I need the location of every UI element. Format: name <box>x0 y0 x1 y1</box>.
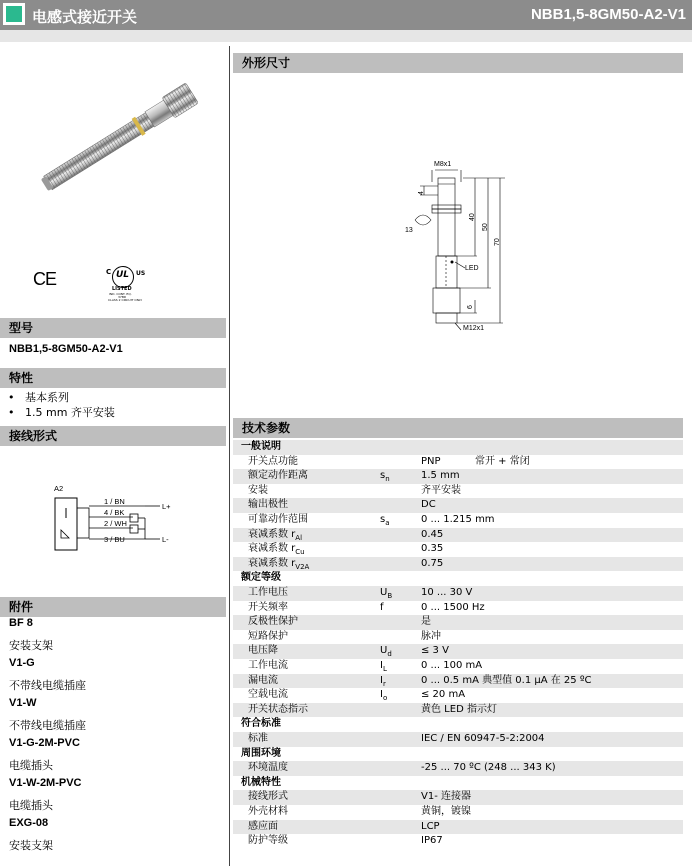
tech-label <box>248 761 288 776</box>
dim-thread: M8x1 <box>434 161 452 168</box>
tech-value: 0 ... 0.5 mA 典型值 0.1 µA 在 25 ºC <box>421 674 592 686</box>
ce-mark: CE <box>33 269 57 289</box>
tech-label-text: 感应面 <box>248 820 278 832</box>
tech-label-text: 输出极性 <box>248 499 288 511</box>
tech-label-text: 工作电压 <box>248 587 288 598</box>
tech-row <box>233 688 683 703</box>
minus-label: L- <box>162 535 169 544</box>
tech-value: IP67 <box>421 835 443 847</box>
dim-led: LED <box>465 265 479 272</box>
tech-label <box>241 717 281 732</box>
tech-row <box>233 703 683 718</box>
dim-conn: M12x1 <box>463 325 485 332</box>
tech-value: LCP <box>421 820 440 832</box>
page-title: 电感式接近开关 <box>32 8 138 26</box>
column-divider <box>229 46 230 866</box>
tech-row <box>233 674 683 689</box>
tech-value: 0 ... 1500 Hz <box>421 601 485 613</box>
tech-label <box>248 674 278 689</box>
dim-40: 40 <box>469 213 476 221</box>
tech-symbol-sub: n <box>385 475 390 484</box>
tech-value: 黄铜，镀镍 <box>421 806 471 817</box>
tech-symbol-sub: a <box>385 519 390 527</box>
tech-label <box>248 644 278 659</box>
tech-label-sub: Cu <box>295 548 305 557</box>
tech-label-text: 标准 <box>248 733 268 744</box>
tech-label <box>248 790 288 805</box>
tech-value: 1.5 mm <box>421 470 460 482</box>
tech-row <box>233 790 683 805</box>
dim-6: 6 <box>467 305 474 309</box>
tech-group-heading <box>233 776 683 791</box>
tech-symbol <box>380 601 384 616</box>
tech-symbol-text: I <box>380 689 383 701</box>
tech-label <box>248 659 288 674</box>
tech-label <box>248 455 298 470</box>
tech-label-text: 衰减系数 r <box>248 528 296 540</box>
wiring-diagram <box>50 482 190 557</box>
tech-label-text: 开关频率 <box>248 601 288 613</box>
ul-note-2: 37BD <box>118 295 127 299</box>
tech-value: 0.75 <box>421 557 444 569</box>
tech-label <box>248 703 308 718</box>
tech-value: 0 ... 100 mA <box>421 660 483 671</box>
tech-value: ≤ 20 mA <box>421 689 466 701</box>
tech-label <box>241 747 281 762</box>
accessory-name[interactable]: V1-W <box>9 697 37 709</box>
tech-value: 0.35 <box>421 543 444 555</box>
tech-row <box>233 528 683 543</box>
tech-symbol-text: f <box>380 601 384 613</box>
tech-value: 齐平安装 <box>421 484 461 496</box>
tech-symbol-text: I <box>380 674 383 686</box>
accessory-desc: 电缆插头 <box>9 759 53 772</box>
product-photo <box>20 78 220 198</box>
dimension-drawing <box>405 150 515 335</box>
feature-item: • 1.5 mm 齐平安装 <box>8 406 115 419</box>
accessories-heading: 附件 <box>0 597 226 617</box>
tech-label <box>248 732 268 747</box>
tech-group-heading <box>233 440 683 455</box>
tech-label <box>248 820 278 835</box>
tech-value: ≤ 3 V <box>421 645 449 657</box>
tech-label-text: 环境温度 <box>248 762 288 774</box>
pin-label: 2 / WH <box>104 519 127 528</box>
tech-label-text: 衰减系数 r <box>248 557 296 569</box>
tech-value: V1- 连接器 <box>421 791 471 803</box>
tech-label <box>248 615 298 630</box>
tech-row <box>233 586 683 601</box>
accessory-desc: 安装支架 <box>9 639 53 652</box>
header-bar <box>0 0 692 30</box>
tech-row <box>233 542 683 557</box>
tech-label-text: 空载电流 <box>248 689 288 701</box>
tech-row <box>233 513 683 528</box>
tech-group-heading <box>233 747 683 762</box>
tech-value: 黄色 LED 指示灯 <box>421 703 497 715</box>
accessory-name[interactable]: BF 8 <box>9 617 33 629</box>
tech-value: 10 ... 30 V <box>421 587 473 598</box>
model-title: NBB1,5-8GM50-A2-V1 <box>530 6 686 23</box>
tech-value: 是 <box>421 616 431 628</box>
tech-label-text: 反极性保护 <box>248 616 298 628</box>
accessory-desc: 安装支架 <box>9 839 53 852</box>
tech-row <box>233 615 683 630</box>
accessory-name[interactable]: V1-G <box>9 657 35 669</box>
tech-label-text: 漏电流 <box>248 674 278 686</box>
tech-row <box>233 820 683 835</box>
tech-label-text: 符合标准 <box>241 718 281 730</box>
tech-value: DC <box>421 499 436 511</box>
tech-label-text: 额定动作距离 <box>248 470 308 482</box>
tech-label <box>241 440 281 455</box>
tech-label-text: 短路保护 <box>248 630 288 642</box>
accessory-name[interactable]: V1-G-2M-PVC <box>9 737 80 749</box>
tech-label-text: 额定等级 <box>241 572 281 584</box>
model-value: NBB1,5-8GM50-A2-V1 <box>9 343 123 355</box>
tech-label-text: 接线形式 <box>248 791 288 803</box>
tech-row <box>233 761 683 776</box>
tech-value: 脉冲 <box>421 630 441 642</box>
tech-row <box>233 498 683 513</box>
tech-label <box>241 776 281 791</box>
tech-value: IEC / EN 60947-5-2:2004 <box>421 733 545 744</box>
tech-symbol-sub: d <box>387 650 392 659</box>
tech-heading: 技术参数 <box>233 418 683 438</box>
tech-row <box>233 557 683 572</box>
dim-13: 13 <box>405 227 413 234</box>
tech-label <box>241 571 281 586</box>
accessory-desc: 不带线电缆插座 <box>9 719 86 732</box>
tech-symbol-text: U <box>380 587 388 598</box>
wiring-heading: 接线形式 <box>0 426 226 446</box>
ul-note-1: IND. CONT. EQ. <box>109 292 132 296</box>
tech-label-text: 防护等级 <box>248 835 288 847</box>
pin-label: 3 / BU <box>104 535 125 544</box>
tech-label-text: 一般说明 <box>241 441 281 452</box>
ul-us-letters: US <box>136 270 146 277</box>
tech-group-heading <box>233 571 683 586</box>
tech-label-text: 开关状态指示 <box>248 703 308 715</box>
tech-label <box>248 513 308 528</box>
tech-row <box>233 455 683 470</box>
tech-symbol-sub: B <box>387 592 393 600</box>
tech-value: -25 ... 70 ºC (248 ... 343 K) <box>421 762 556 774</box>
accessory-desc: 不带线电缆插座 <box>9 679 86 692</box>
tech-label <box>248 586 288 601</box>
tech-label-text: 开关点功能 <box>248 455 298 467</box>
tech-label <box>248 688 288 703</box>
tech-symbol-sub: o <box>382 694 388 703</box>
tech-label-text: 机械特性 <box>241 776 281 788</box>
ul-c-letter: C <box>106 268 112 276</box>
tech-label-sub: V2A <box>295 562 310 571</box>
tech-label <box>248 498 288 513</box>
ul-listed-text: LISTED <box>112 286 132 292</box>
tech-row <box>233 644 683 659</box>
accessory-desc: 电缆插头 <box>9 799 53 812</box>
tech-label <box>248 834 288 849</box>
tech-label-text: 可靠动作范围 <box>248 514 308 525</box>
tech-group-heading <box>233 717 683 732</box>
tech-label-sub: Al <box>295 533 303 542</box>
tech-label <box>248 601 288 616</box>
tech-symbol-sub: L <box>382 665 387 673</box>
tech-row <box>233 659 683 674</box>
features-heading: 特性 <box>0 368 226 388</box>
tech-symbol-sub: r <box>382 679 386 688</box>
ul-note-3: CLASS 2 CIRCUIT ONLY <box>108 298 143 302</box>
tech-label-text: 衰减系数 r <box>248 543 296 555</box>
tech-value: 0 ... 1.215 mm <box>421 514 495 525</box>
accessory-name[interactable]: V1-W-2M-PVC <box>9 777 82 789</box>
tech-row <box>233 805 683 820</box>
dim-50: 50 <box>482 223 489 231</box>
tech-label <box>248 484 268 499</box>
tech-row <box>233 601 683 616</box>
tech-value-2: 常开 + 常闭 <box>475 455 530 467</box>
plus-label: L+ <box>162 502 171 511</box>
brand-logo-icon <box>3 3 25 25</box>
tech-label-text: 外壳材料 <box>248 806 288 817</box>
tech-label-text: 周围环境 <box>241 747 281 759</box>
dim-4: 4 <box>418 191 425 195</box>
tech-label-text: 工作电流 <box>248 660 288 671</box>
tech-symbol-text: U <box>380 645 388 657</box>
tech-value: PNP <box>421 455 441 467</box>
pin-label: 1 / BN <box>104 497 125 506</box>
tech-row <box>233 469 683 484</box>
tech-symbol-text: s <box>380 470 386 482</box>
subheader-bar <box>0 30 692 42</box>
tech-symbol-text: I <box>380 660 383 671</box>
tech-label-text: 电压降 <box>248 645 278 657</box>
tech-row <box>233 630 683 645</box>
tech-row <box>233 732 683 747</box>
tech-row <box>233 834 683 849</box>
ul-listed-mark <box>106 258 152 302</box>
model-heading: 型号 <box>0 318 226 338</box>
dim-70: 70 <box>494 238 501 246</box>
wiring-code: A2 <box>54 484 64 493</box>
tech-label <box>248 469 308 484</box>
pin-label: 4 / BK <box>104 508 125 517</box>
tech-row <box>233 484 683 499</box>
tech-label-text: 安装 <box>248 484 268 496</box>
ul-letters: UL <box>116 270 130 280</box>
tech-label <box>248 805 288 820</box>
feature-item: • 基本系列 <box>8 391 69 404</box>
accessory-name[interactable]: EXG-08 <box>9 817 49 829</box>
tech-value: 0.45 <box>421 528 444 540</box>
tech-label <box>248 630 288 645</box>
dimensions-heading: 外形尺寸 <box>233 53 683 73</box>
tech-symbol-text: s <box>380 514 386 525</box>
